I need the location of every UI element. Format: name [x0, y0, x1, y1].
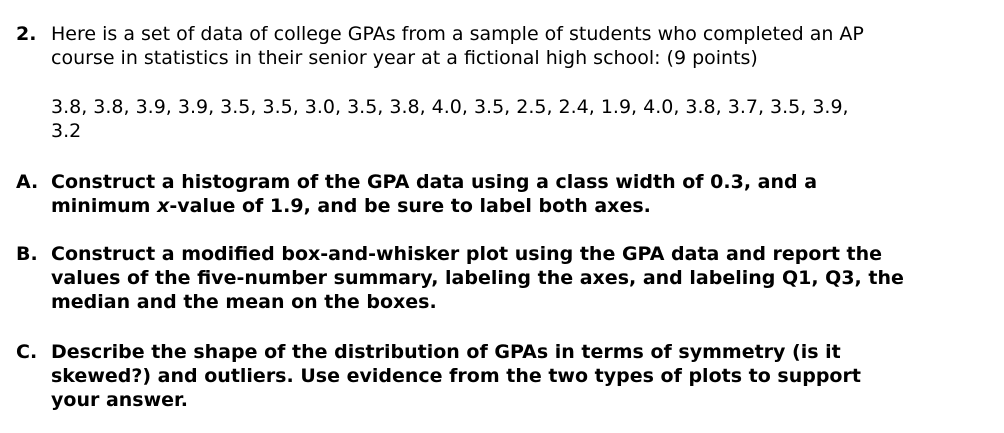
part-b-letter: B. — [16, 243, 38, 265]
data-line-2: 3.2 — [51, 120, 82, 142]
part-b-line-2: values of the five-number summary, labeling the axes, and labeling Q1, Q3, the — [51, 267, 904, 289]
question-prompt — [51, 22, 986, 70]
question-line-2: course in statistics in their senior year at a fictional high school: (9 points) — [51, 47, 758, 69]
part-c-line-3: your answer. — [51, 389, 188, 411]
part-b-line-3: median and the mean on the boxes. — [51, 291, 437, 313]
data-line-1: 3.8, 3.8, 3.9, 3.9, 3.5, 3.5, 3.0, 3.5, 3.8, 4.0, 3.5, 2.5, 2.4, 1.9, 4.0, 3.8, 3.7, 3.5, 3.9, — [51, 96, 849, 118]
part-a-line-2 — [51, 194, 986, 218]
part-c-letter: C. — [16, 341, 38, 363]
part-c-line-2: skewed?) and outliers. Use evidence from the two types of plots to support — [51, 365, 861, 387]
part-c-text — [51, 340, 986, 412]
part-a-line-2-post: -value of 1.9, and be sure to label both axes. — [169, 195, 651, 217]
question-line-1: Here is a set of data of college GPAs from a sample of students who completed an AP — [51, 23, 864, 45]
part-b-line-1: Construct a modified box-and-whisker plot using the GPA data and report the — [51, 243, 883, 265]
part-b-text — [51, 242, 986, 314]
part-c-line-1: Describe the shape of the distribution of GPAs in terms of symmetry (is it — [51, 341, 841, 363]
part-a-variable-x: x — [157, 195, 170, 217]
question-number: 2. — [16, 23, 37, 45]
part-a-line-1: Construct a histogram of the GPA data using a class width of 0.3, and a — [51, 171, 818, 193]
data-values — [51, 95, 986, 143]
part-a-text — [51, 170, 986, 218]
part-a-line-2-pre: minimum — [51, 195, 158, 217]
part-a-letter: A. — [16, 171, 39, 193]
